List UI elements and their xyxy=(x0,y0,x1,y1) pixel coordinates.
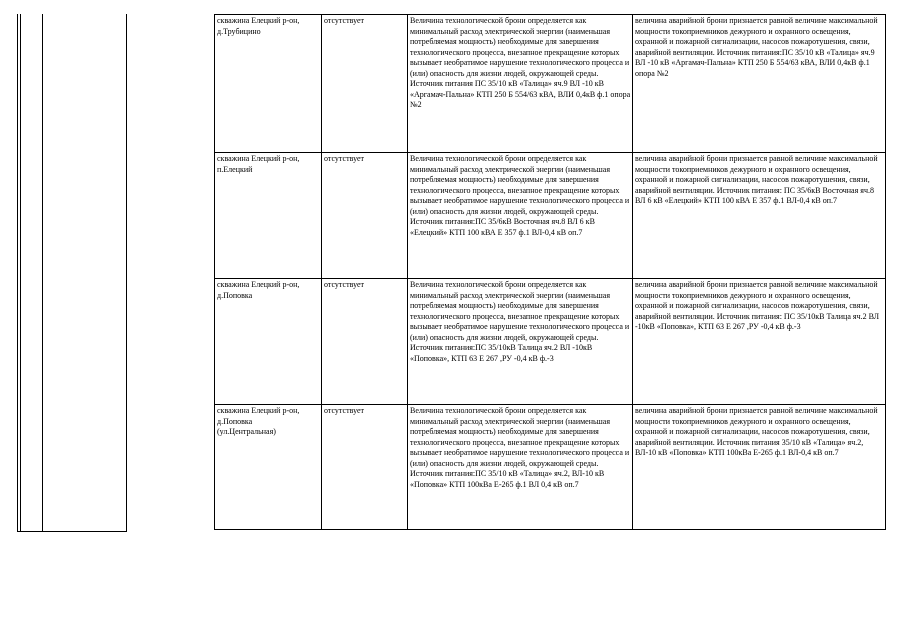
emergency-reserve-cell: величина аварийной брони признается равной величине максимальной мощности токоприемников дежурного и охранного освещения, охранной и пожарной сигнализации, насосов пожаротушения, связи, аварийной вентиляции. Источник питания 35/10 кВ «Талица» яч.2, ВЛ-10 кВ «Поповка» КТП 100кВа Е-265 ф.1 ВЛ-0,4 кВ оп.7 xyxy=(633,405,886,530)
technological-reserve-cell: Величина технологической брони определяется как минимальный расход электрической энергии (наименьшая потребляемая мощность) необходимые для завершения технологического процесса, внезапное прекращение которых вызывает необратимое нарушение технологического процесса и (или) опасность для жизни людей, окружающей среды. Источник питания ПС 35/10 кВ «Талица» яч.9 ВЛ -10 кВ «Аргамач-Пальна» КТП 250 Б 554/63 кВА, ВЛИ 0,4кВ ф.1 опора №2 xyxy=(408,15,633,153)
table-row xyxy=(215,405,886,530)
emergency-reserve-cell: величина аварийной брони признается равной величине максимальной мощности токоприемников дежурного и охранного освещения, охранной и пожарной сигнализации, насосов пожаротушения, связи, аварийной вентиляции. Источник питания:ПС 35/10 кВ «Талица» яч.9 ВЛ -10 кВ «Аргамач-Пальна» КТП 250 Б 554/63 кВА, ВЛИ 0,4кВ ф.1 опора №2 xyxy=(633,15,886,153)
status-cell: отсутствует xyxy=(322,15,408,153)
table-row xyxy=(215,15,886,153)
object-cell: скважина Елецкий р-он, д.Поповка xyxy=(215,279,322,405)
technological-reserve-cell: Величина технологической брони определяется как минимальный расход электрической энергии (наименьшая потребляемая мощность) необходимые для завершения технологического процесса, внезапное прекращение которых вызывает необратимое нарушение технологического процесса и (или) опасность для жизни людей, окружающей среды. Источник питания:ПС 35/10кВ Талица яч.2 ВЛ -10кВ «Поповка», КТП 63 Е 267 ,РУ -0,4 кВ ф.-3 xyxy=(408,279,633,405)
technological-reserve-cell: Величина технологической брони определяется как минимальный расход электрической энергии (наименьшая потребляемая мощность) необходимые для завершения технологического процесса, внезапное прекращение которых вызывает необратимое нарушение технологического процесса и (или) опасность для жизни людей, окружающей среды. Источник питания:ПС 35/10 кВ «Талица» яч.2, ВЛ-10 кВ «Поповка» КТП 100кВа Е-265 ф.1 ВЛ 0,4 кВ оп.7 xyxy=(408,405,633,530)
object-cell: скважина Елецкий р-он, д.Поповка (ул.Центральная) xyxy=(215,405,322,530)
object-cell: скважина Елецкий р-он, п.Елецкий xyxy=(215,153,322,279)
status-cell: отсутствует xyxy=(322,153,408,279)
column-divider-line xyxy=(126,14,127,532)
status-cell: отсутствует xyxy=(322,279,408,405)
table-row xyxy=(215,153,886,279)
technological-reserve-cell: Величина технологической брони определяется как минимальный расход электрической энергии (наименьшая потребляемая мощность) необходимые для завершения технологического процесса, внезапное прекращение которых вызывает необратимое нарушение технологического процесса и (или) опасность для жизни людей, окружающей среды. Источник питания:ПС 35/6кВ Восточная яч.8 ВЛ 6 кВ «Елецкий» КТП 100 кВА Е 357 ф.1 ВЛ-0,4 кВ оп.7 xyxy=(408,153,633,279)
table-row xyxy=(215,279,886,405)
emergency-reserve-cell: величина аварийной брони признается равной величине максимальной мощности токоприемников дежурного и охранного освещения, охранной и пожарной сигнализации, насосов пожаротушения, связи, аварийной вентиляции. Источник питания: ПС 35/10кВ Талица яч.2 ВЛ -10кВ «Поповка», КТП 63 Е 267 ,РУ -0,4 кВ ф.-3 xyxy=(633,279,886,405)
object-cell: скважина Елецкий р-он, д.Трубицино xyxy=(215,15,322,153)
left-border-line xyxy=(17,14,18,532)
power-reserve-table xyxy=(214,14,886,530)
left-border-line-inner xyxy=(20,14,21,532)
bottom-border-line xyxy=(17,531,127,532)
column-divider-line xyxy=(42,14,43,532)
status-cell: отсутствует xyxy=(322,405,408,530)
emergency-reserve-cell: величина аварийной брони признается равной величине максимальной мощности токоприемников дежурного и охранного освещения, охранной и пожарной сигнализации, насосов пожаротушения, связи, аварийной вентиляции. Источник питания: ПС 35/6кВ Восточная яч.8 ВЛ 6 кВ «Елецкий» КТП 100 кВА Е 357 ф.1 ВЛ-0,4 кВ оп.7 xyxy=(633,153,886,279)
